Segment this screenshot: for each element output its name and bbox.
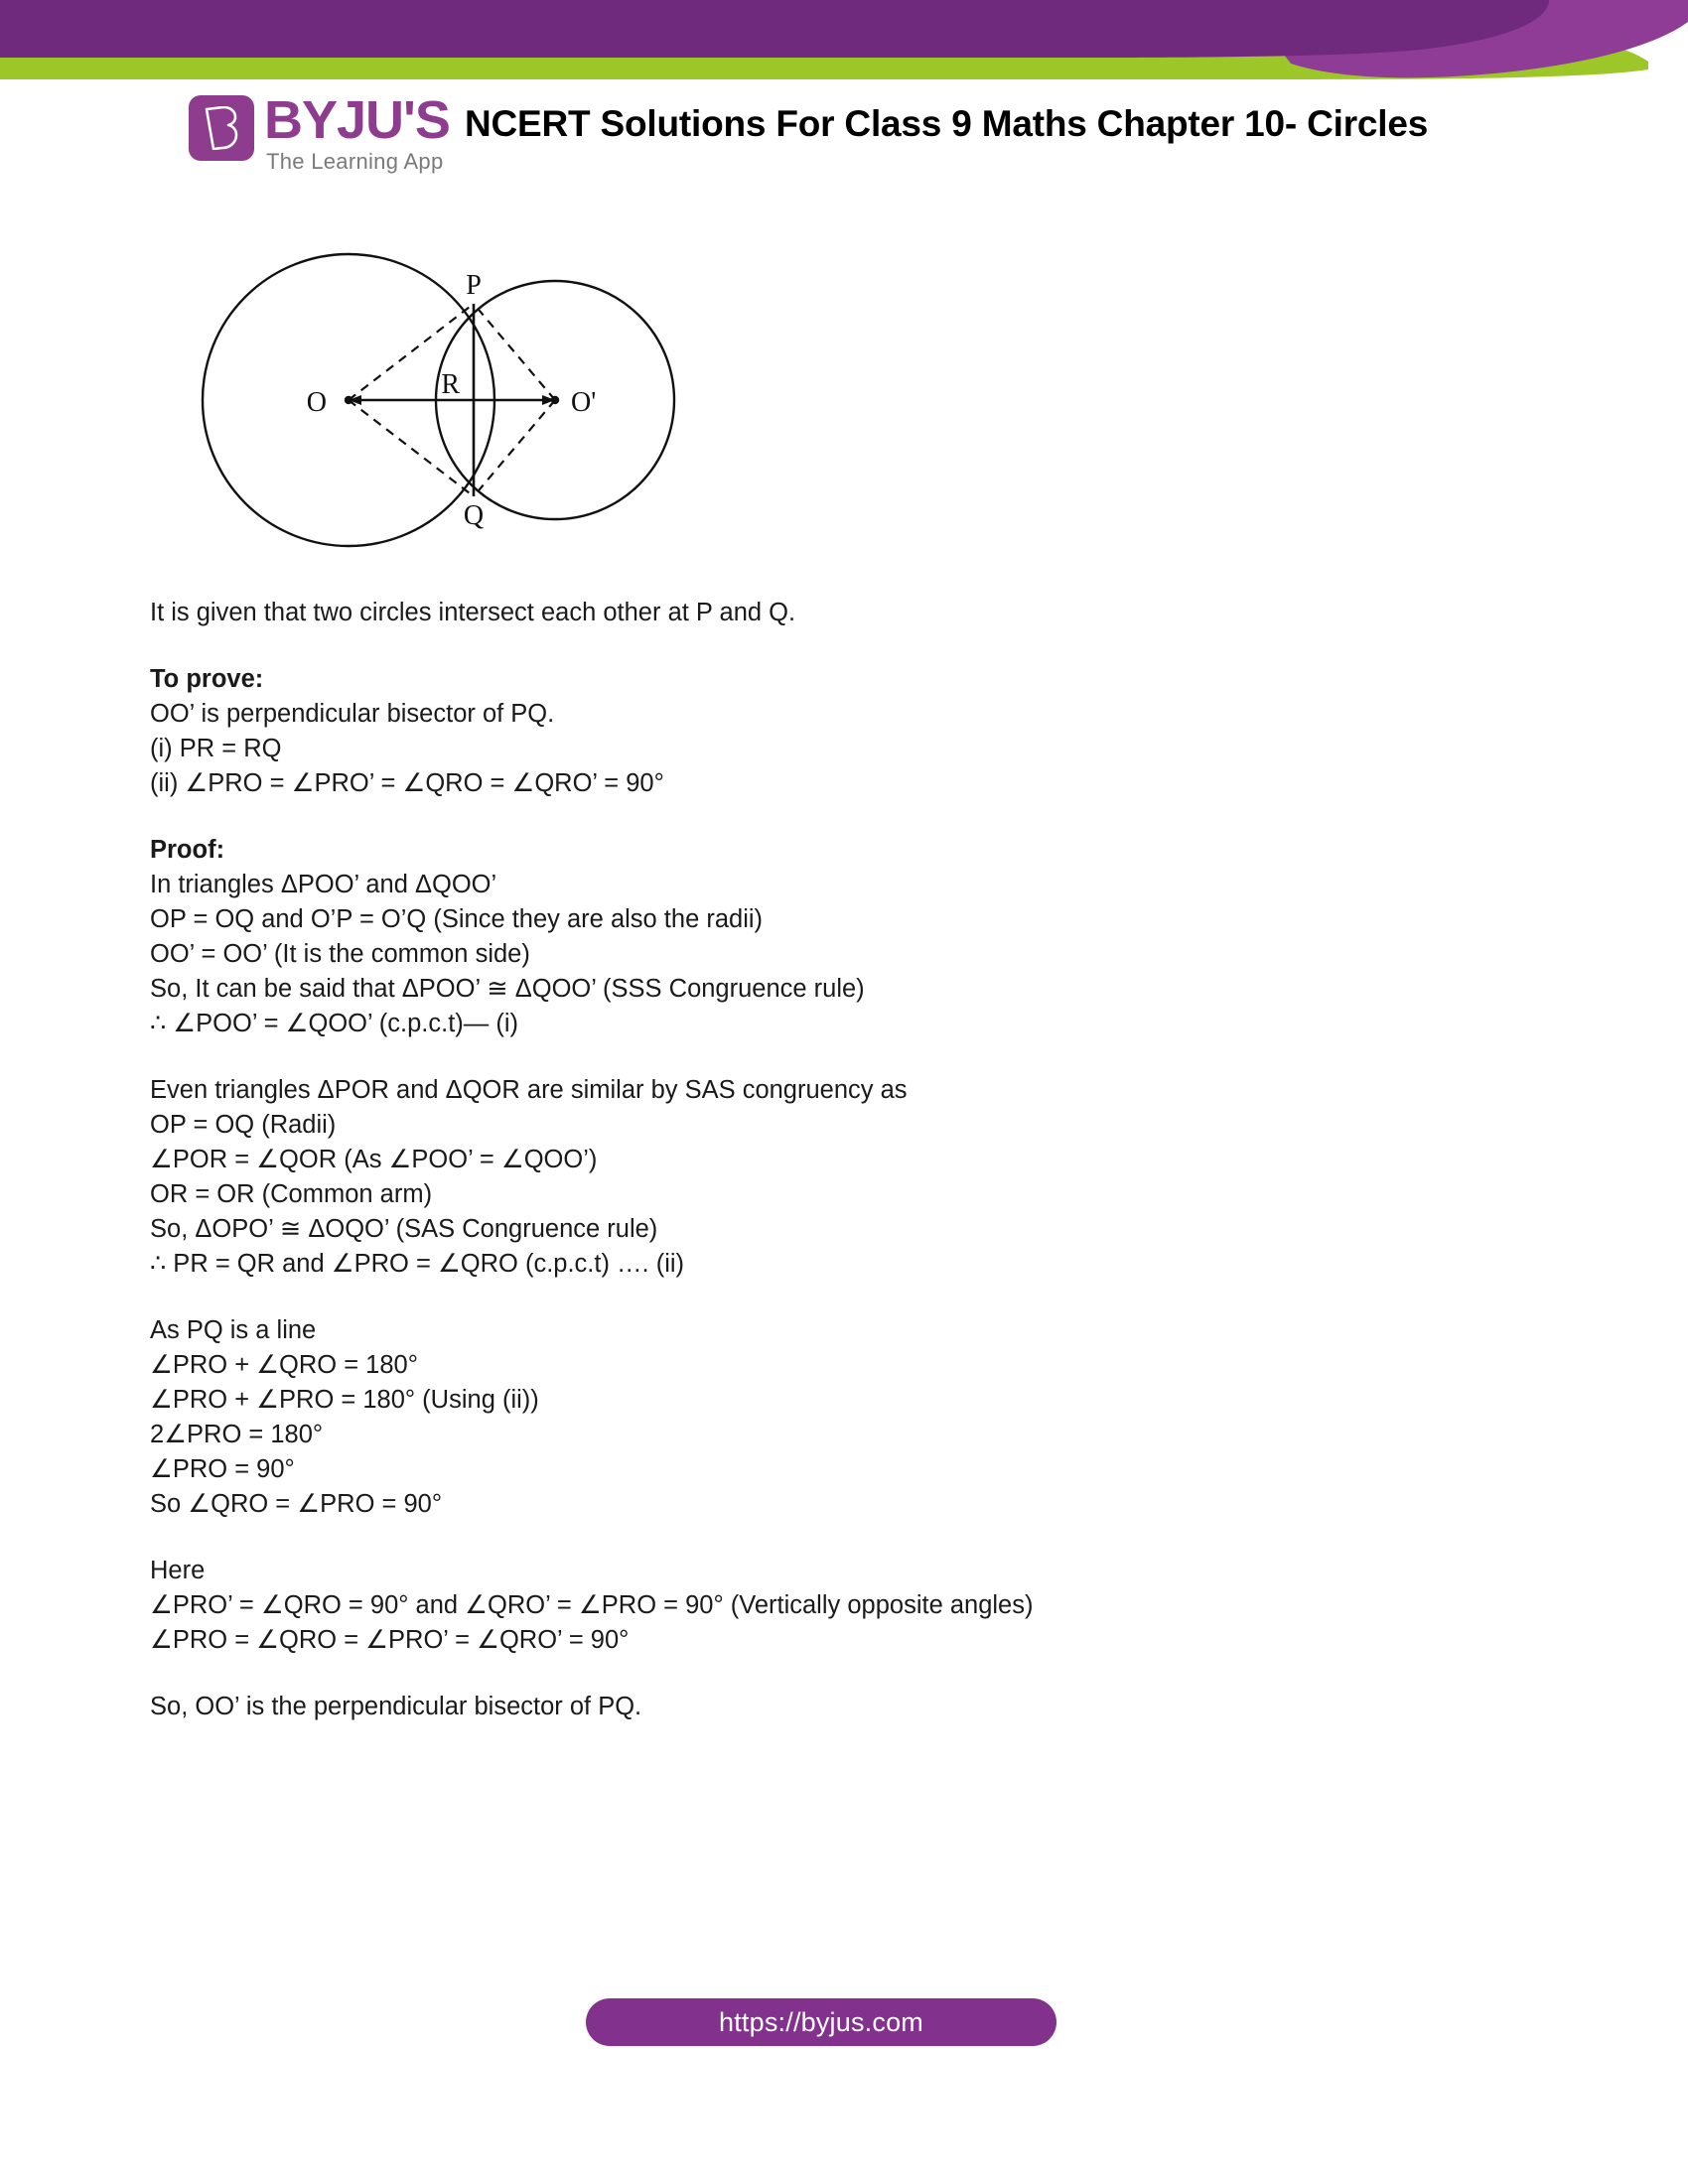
- to-prove-line-1: (i) PR = RQ: [150, 735, 282, 762]
- to-prove-line-0: OO’ is perpendicular bisector of PQ.: [150, 700, 555, 728]
- here-line-1: ∠PRO’ = ∠QRO = 90° and ∠QRO’ = ∠PRO = 90° (Vertically opposite angles): [150, 1591, 1034, 1619]
- vertically-opposite-block: [150, 1554, 1540, 1658]
- byjus-wordmark: BYJU'S: [264, 90, 450, 150]
- sas-line-2: ∠POR = ∠QOR (As ∠POO’ = ∠QOO’): [150, 1146, 598, 1173]
- linear-pair-block: [150, 1313, 1540, 1522]
- figure-label-O: O: [306, 387, 327, 418]
- linear-pair-line-5: So ∠QRO = ∠PRO = 90°: [150, 1490, 443, 1518]
- two-intersecting-circles-diagram: [174, 226, 789, 574]
- proof-line-3: So, It can be said that ΔPOO’ ≅ ΔQOO’ (SSS Congruence rule): [150, 975, 865, 1003]
- proof-line-0: In triangles ΔPOO’ and ΔQOO’: [150, 871, 497, 898]
- linear-pair-line-4: ∠PRO = 90°: [150, 1455, 295, 1483]
- proof-block: [150, 833, 1540, 1041]
- sas-line-0: Even triangles ΔPOR and ΔQOR are similar by SAS congruency as: [150, 1076, 908, 1104]
- sas-congruency-block: [150, 1073, 1540, 1282]
- figure-label-R: R: [441, 369, 460, 400]
- linear-pair-line-3: 2∠PRO = 180°: [150, 1421, 324, 1448]
- linear-pair-line-1: ∠PRO + ∠QRO = 180°: [150, 1351, 418, 1379]
- proof-line-2: OO’ = OO’ (It is the common side): [150, 940, 530, 968]
- proof-heading: Proof:: [150, 836, 225, 864]
- intro-line-0: It is given that two circles intersect each other at P and Q.: [150, 599, 796, 626]
- to-prove-block: [150, 662, 1540, 801]
- here-line-0: Here: [150, 1557, 206, 1584]
- byjus-url-button[interactable]: https://byjus.com: [586, 1998, 1056, 2046]
- top-decorative-banner: [0, 0, 1688, 79]
- proof-line-1: OP = OQ and O’P = O’Q (Since they are also the radii): [150, 905, 764, 933]
- to-prove-line-2: (ii) ∠PRO = ∠PRO’ = ∠QRO = ∠QRO’ = 90°: [150, 769, 664, 797]
- b-glyph-icon: [203, 106, 238, 150]
- conclusion-line-0: So, OO’ is the perpendicular bisector of PQ.: [150, 1693, 642, 1720]
- page-title: NCERT Solutions For Class 9 Maths Chapter 10- Circles: [465, 103, 1429, 144]
- figure-label-O-prime: O': [571, 387, 597, 418]
- point-O-dot: [345, 396, 352, 404]
- figure-label-Q: Q: [463, 500, 485, 531]
- solution-body: [150, 596, 1540, 1724]
- byjus-b-logo-icon: [189, 95, 254, 161]
- here-line-2: ∠PRO = ∠QRO = ∠PRO’ = ∠QRO’ = 90°: [150, 1626, 630, 1654]
- document-header: [189, 77, 1579, 187]
- point-Oprime-dot: [551, 396, 559, 404]
- conclusion-block: [150, 1690, 1540, 1724]
- intro-block: [150, 596, 1540, 630]
- proof-line-4: ∴ ∠POO’ = ∠QOO’ (c.p.c.t)— (i): [150, 1010, 519, 1037]
- byjus-tagline: The Learning App: [266, 149, 444, 174]
- sas-line-5: ∴ PR = QR and ∠PRO = ∠QRO (c.p.c.t) …. (ii): [150, 1250, 685, 1278]
- sas-line-4: So, ΔOPO’ ≅ ΔOQO’ (SAS Congruence rule): [150, 1215, 658, 1243]
- segment-OQ-dashed: [349, 400, 474, 496]
- byjus-logo: [189, 89, 455, 175]
- linear-pair-line-2: ∠PRO + ∠PRO = 180° (Using (ii)): [150, 1386, 539, 1414]
- linear-pair-line-0: As PQ is a line: [150, 1316, 317, 1344]
- sas-line-1: OP = OQ (Radii): [150, 1111, 337, 1139]
- to-prove-heading: To prove:: [150, 665, 264, 693]
- banner-purple-band: [0, 0, 1549, 58]
- figure-label-P: P: [466, 270, 482, 301]
- sas-line-3: OR = OR (Common arm): [150, 1180, 433, 1208]
